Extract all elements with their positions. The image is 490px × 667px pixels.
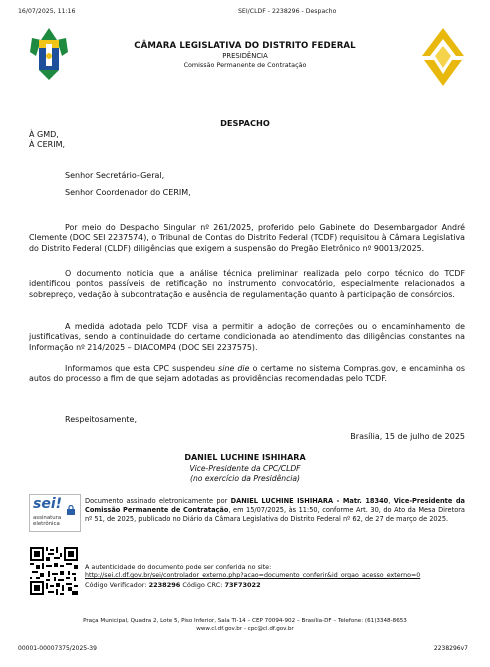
salutation-coordinator: Senhor Coordenador do CERIM, — [65, 188, 191, 197]
document-version: 2238296v7 — [433, 645, 468, 652]
verification-intro: A autenticidade do documento pode ser conferida no site: — [85, 563, 272, 571]
paragraph-2: O documento noticia que a análise técnica preliminar realizada pelo corpo técnico do TCDF identificou pontos passíveis de retificação no instrumento convocatório, especialmente relacionados a sobrepreço, vedação à subcontratação e ausência de regulamentação quanto à participação de consórcios. — [29, 269, 465, 299]
verification-url-row — [85, 572, 420, 579]
footer-web: www.cl.df.gov.br - cpc@cl.df.gov.br — [196, 626, 294, 632]
signature-statement: Documento assinado eletronicamente por DANIEL LUCHINE ISHIHARA - Matr. 18340, Vice-Presidente da Comissão Permanente de Contratação, em 15/07/2025, às 11:50, conforme Art. 30, do Ato da Mesa Diretora nº 51, de 2025, publicado no Diário da Câmara Legislativa do Distrito Federal nº 62, de 27 de março de 2025. — [85, 497, 465, 523]
verification-code: 2238296 — [148, 581, 181, 589]
signer-role-note: (no exercício da Presidência) — [190, 474, 300, 483]
commission-name: Comissão Permanente de Contratação — [183, 61, 307, 69]
recipient-gmd: À GMD, — [29, 130, 59, 139]
salutation-secretary: Senhor Secretário-Geral, — [65, 171, 165, 180]
signer-role: Vice-Presidente da CPC/CLDF — [189, 464, 301, 473]
verification-url-link[interactable]: http://sei.cl.df.gov.br/sei/controlador_externo.php?acao=documento_conferir&id_orgao_acesso_externo=0 — [85, 572, 421, 579]
closing: Respeitosamente, — [65, 415, 137, 424]
paragraph-1: Por meio do Despacho Singular nº 261/2025, proferido pelo Gabinete do Desembargador André Clemente (DOC SEI 2237574), o Tribunal de Contas do Distrito Federal (TCDF) requisitou à Câmara Legislativa do Distrito Federal (CLDF) diligências que exigem a suspensão do Pregão Eletrônico nº 90013/2025. — [29, 223, 465, 253]
document-title: DESPACHO — [220, 118, 270, 128]
print-timestamp: 16/07/2025, 11:16 — [18, 8, 76, 15]
place-date: Brasília, 15 de julho de 2025 — [350, 432, 465, 441]
sei-caption: assinatura eletrônica — [33, 515, 62, 527]
signer-name: DANIEL LUCHINE ISHIHARA — [184, 453, 306, 462]
qr-code-icon — [30, 547, 78, 595]
institution-name: CÂMARA LEGISLATIVA DO DISTRITO FEDERAL — [134, 41, 356, 51]
paragraph-4: Informamos que esta CPC suspendeu sine die o certame no sistema Compras.gov, e encaminha os autos do processo a fim de que sejam adotadas as providências recomendadas pelo TCDF. — [29, 364, 465, 384]
crc-code: 73F73022 — [224, 581, 261, 589]
lock-icon — [66, 500, 76, 510]
sei-signature-badge — [29, 494, 81, 532]
print-doc-ref: SEI/CLDF - 2238296 - Despacho — [238, 8, 337, 15]
recipient-cerim: À CERIM, — [29, 140, 66, 149]
footer-address: Praça Municipal, Quadra 2, Lote 5, Piso Inferior, Sala TI-14 – CEP 70094-902 – Brasília-DF – Telefone: (61)3348-8653 — [83, 618, 407, 624]
process-number: 00001-00007375/2025-39 — [18, 645, 97, 652]
paragraph-3: A medida adotada pelo TCDF visa a permitir a adoção de correções ou o encaminhamento de justificativas, sendo a continuidade do certame condicionada ao atendimento das diligências constantes na Informação nº 214/2025 – DIACOMP4 (DOC SEI 2237575). — [29, 322, 465, 352]
sine-die-italic: sine die — [218, 364, 250, 373]
verification-codes: Código Verificador: 2238296 Código CRC: 73F73022 — [85, 581, 261, 589]
department-name: PRESIDÊNCIA — [222, 52, 268, 60]
sei-logo-text: sei! — [33, 496, 63, 512]
